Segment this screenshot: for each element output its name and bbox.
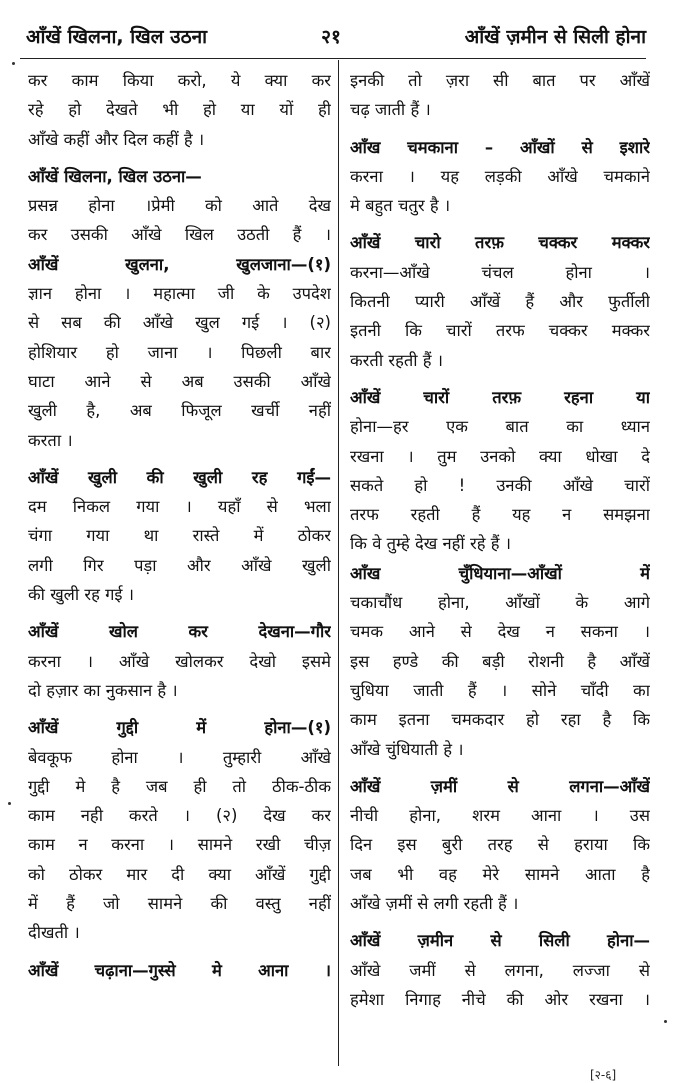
entry-headword-line: आँखें खिलना, खिल उठना— <box>28 166 202 186</box>
entry-headword-line: आँखें खोल कर देखना—गौर <box>28 622 331 642</box>
entry-text-line: रखना । तुम उनको क्या धोखा दे <box>350 446 650 466</box>
entry-text-line: करता । <box>28 430 73 450</box>
entry-text-line: की खुली रह गई । <box>28 585 135 605</box>
entry-text-line: जब भी वह मेरे सामने आता है <box>350 864 650 884</box>
entry-gap <box>28 609 331 617</box>
left-column <box>28 66 331 985</box>
entry-gap <box>350 125 650 133</box>
entry-text-line: कर काम किया करो, ये क्या कर <box>28 71 331 90</box>
column-divider <box>338 60 339 1066</box>
entry-text-line: तरफ रहती हैं यह न समझना <box>350 505 650 525</box>
entry-gap <box>350 375 650 383</box>
entry-text-line: काम इतना चमकदार हो रहा है कि <box>350 710 650 730</box>
entry-gap <box>28 455 331 463</box>
entry-gap <box>28 948 331 956</box>
entry-text-line: आँखे चुंधियाती हे । <box>350 739 464 759</box>
page-number: २१ <box>321 26 341 48</box>
entry-text-line: कर उसकी आँखे खिल उठती हैं । <box>28 225 331 245</box>
entry-text-line: ज्ञान होना । महात्मा जी के उपदेश <box>28 284 331 304</box>
entry-text-line: लगी गिर पड़ा और आँखे खुली <box>28 555 331 575</box>
entry-text-line: करती रहती हैं । <box>350 350 444 370</box>
entry-text-line: आँखे ज़मीं से लगी रहती हैं । <box>350 894 519 914</box>
entry-gap <box>28 705 331 713</box>
entry-text-line: से सब की आँखे खुल गई । (२) <box>28 313 331 333</box>
entry-text-line: सकते हो ! उनकी आँखे चारों <box>350 475 650 495</box>
header-first-entry: आँखें खिलना, खिल उठना <box>26 26 208 48</box>
page-header <box>26 18 646 54</box>
entry-text-line: मे बहुत चतुर है । <box>350 196 451 216</box>
entry-text-line: चमक आने से देख न सकना । <box>350 622 650 642</box>
entry-text-line: चढ़ जाती हैं । <box>350 100 431 120</box>
entry-headword-line: आँखें ज़मीन से सिली होना— <box>350 931 650 951</box>
entry-text-line: करना । आँखे खोलकर देखो इसमे <box>28 651 331 671</box>
entry-headword-line: आँखें चढ़ाना—गुस्से मे आना । <box>28 960 331 980</box>
entry-headword-line: आँखें चारो तरफ़ चक्कर मक्कर <box>350 233 650 253</box>
header-last-entry: आँखें ज़मीन से सिली होना <box>464 26 646 48</box>
entry-text-line: गुद्दी मे है जब ही तो ठीक-ठीक <box>28 776 331 796</box>
entry-text-line: चंगा गया था रास्ते में ठोकर <box>28 526 331 546</box>
entry-gap <box>28 154 331 162</box>
entry-text-line: दम निकल गया । यहाँ से भला <box>28 497 331 517</box>
print-speck <box>664 1020 667 1023</box>
entry-headword-line: आँखें खुलना, खुलजाना—(१) <box>28 254 331 274</box>
entry-text-line: करना—आँखे चंचल होना । <box>350 262 650 282</box>
entry-headword-line: आँख चुँधियाना—आँखों में <box>350 563 650 583</box>
entry-text-line: हमेशा निगाह नीचे की ओर रखना । <box>350 989 650 1009</box>
entry-text-line: चकाचौंध होना, आँखों के आगे <box>350 593 650 613</box>
footer-mark: [२-६] <box>590 1068 617 1082</box>
entry-text-line: दो हज़ार का नुकसान है । <box>28 680 178 700</box>
entry-gap <box>350 764 650 772</box>
entry-text-line: घाटा आने से अब उसकी आँखे <box>28 371 331 391</box>
entry-headword-line: आँखें चारों तरफ़ रहना या <box>350 387 650 407</box>
entry-text-line: कितनी प्यारी आँखें हैं और फुर्तीली <box>350 292 650 312</box>
print-speck <box>12 62 15 65</box>
print-speck <box>8 802 11 805</box>
entry-text-line: आँखे जमीं से लगना, लज्जा से <box>350 960 650 980</box>
entry-text-line: कि वे तुम्हे देख नहीं रहे हैं । <box>350 534 511 554</box>
entry-text-line: नीची होना, शरम आना । उस <box>350 806 650 826</box>
entry-text-line: चुधिया जाती हैं । सोने चाँदी का <box>350 680 650 700</box>
entry-headword-line: आँखें खुली की खुली रह गईं— <box>28 467 331 487</box>
right-column <box>350 66 650 1014</box>
entry-text-line: आँखे कहीं और दिल कहीं है । <box>28 129 205 149</box>
entry-text-line: होना—हर एक बात का ध्यान <box>350 417 650 437</box>
entry-text-line: दीखती । <box>28 923 80 943</box>
entry-text-line: इतनी कि चारों तरफ चक्कर मक्कर <box>350 321 650 341</box>
entry-text-line: में हैं जो सामने की वस्तु नहीं <box>28 894 331 914</box>
entry-headword-line: आँखें गुद्दी में होना—(१) <box>28 718 331 738</box>
entry-text-line: बेवकूफ होना । तुम्हारी आँखे <box>28 747 331 767</box>
entry-gap <box>350 220 650 228</box>
entry-text-line: इस हण्डे की बड़ी रोशनी है आँखें <box>350 651 650 671</box>
entry-headword-line: आँखें ज़मीं से लगना—आँखें <box>350 776 650 796</box>
entry-text-line: काम नही करते । (२) देख कर <box>28 806 331 826</box>
entry-text-line: प्रसन्न होना ।प्रेमी को आते देख <box>28 196 331 216</box>
header-rule <box>20 58 646 59</box>
entry-text-line: होशियार हो जाना । पिछली बार <box>28 342 331 362</box>
entry-gap <box>350 918 650 926</box>
entry-text-line: करना । यह लड़की आँखे चमकाने <box>350 166 650 186</box>
entry-text-line: खुली है, अब फिजूल खर्ची नहीं <box>28 401 331 421</box>
entry-text-line: को ठोकर मार दी क्या आँखें गुद्दी <box>28 864 331 884</box>
entry-text-line: दिन इस बुरी तरह से हराया कि <box>350 835 650 855</box>
entry-headword-line: आँख चमकाना – आँखों से इशारे <box>350 137 650 157</box>
entry-text-line: काम न करना । सामने रखी चीज़ <box>28 835 331 855</box>
entry-text-line: रहे हो देखते भी हो या यों ही <box>28 100 331 120</box>
entry-text-line: इनकी तो ज़रा सी बात पर आँखें <box>350 71 650 90</box>
